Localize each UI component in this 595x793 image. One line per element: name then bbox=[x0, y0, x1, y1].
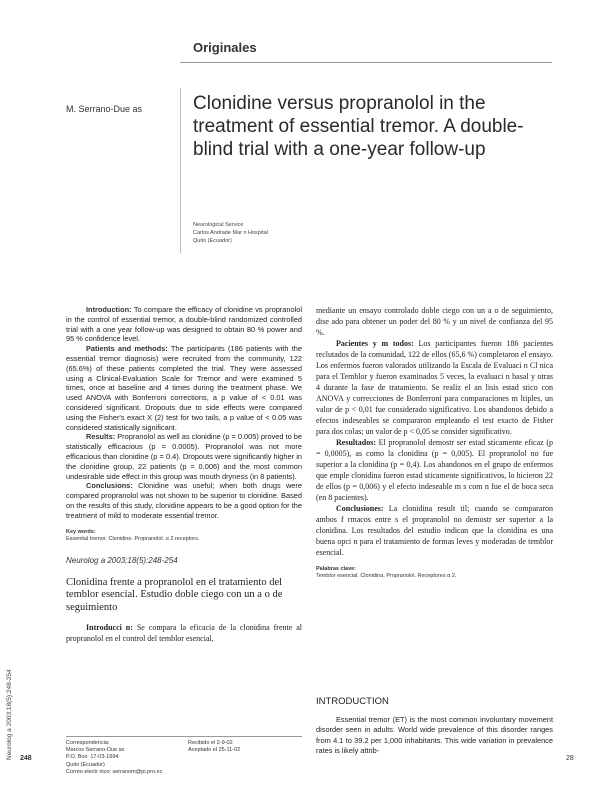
page-number-right: 28 bbox=[566, 755, 574, 762]
sidebar-citation: Neurolog a 2003;18(5):248-254 bbox=[6, 669, 13, 760]
title-divider bbox=[180, 88, 181, 253]
spanish-results: Resultados: El propranolol demostr ser estad sticamente eficaz (p = 0,0005), as como la clonidina (p = 0,005). El propranolol no fue superior a la clonidina (p = 0,4). Los abandonos en el grupo de enfermos que emple clonidina fueron estad sticamente significativos, lo hicieron 22 de ellos (p = 0,006) y el efecto indeseable m s com n fue el de boca seca (en 8 pacientes). bbox=[316, 438, 553, 502]
footnote-rule bbox=[66, 736, 302, 737]
spanish-keywords: Temblor esencial. Clonidina. Propranolol. Receptores α 2. bbox=[316, 573, 457, 579]
section-label: Originales bbox=[193, 40, 257, 55]
spanish-abstract bbox=[316, 305, 553, 558]
spanish-keywords-heading: Palabras clave: bbox=[316, 566, 357, 572]
abstract-conclusions: Conclusions: Clonidine was useful; when both drugs were compared propranolol was not shown to be superior to clonidine. Based on the results of this study, clonidine appears to be a good option for the treatment of mild to moderate essential tremor. bbox=[66, 481, 302, 520]
introduction-heading: INTRODUCTION bbox=[316, 696, 389, 707]
abstract-results: Results: Propranolol as well as clonidine (p = 0.005) proved to be statistically efficacious (p = 0.0005). Propranolol was not more efficacious than clonidine (p = 0.4). Dropouts were significantly higher in the clonidine group, 22 patients (p = 0.006) and the most common undesirable side effect in this group was mouth dryness (in 8 patients). bbox=[66, 432, 302, 481]
spanish-methods: Pacientes y m todos: Los participantes fueron 186 pacientes reclutados de la comunidad, 122 de ellos (65,6 %) completaron el ensayo. Los enfermos fueron valorados utilizando la Escala de Evaluaci n Cl nica para el Temblor y fueron examinados 5 veces, la evaluaci n basal y otras 4 durante la fase de tratamiento. Se realiz el an lisis estad stico con ANOVA y correcciones de Bonferroni para comparaciones m ltiples, un valor de p < 0,01 fue considerado significativo. Los abandonos debido a efectos indeseables se compararon empleando el test exacto de Fisher para dos colas; un valor de p < 0,05 se consider significativo. bbox=[316, 339, 554, 436]
received-dates: Recibido el 2-9-02 Aceptado el 25-11-02 bbox=[188, 740, 241, 754]
affiliation-line: Neurological Service bbox=[193, 222, 244, 228]
abstract-introduction: Introduction: To compare the efficacy of clonidine vs propranolol in the control of essential tremor, a double-blind randomized controlled trial with a one year follow-up was designed to obtain 80 % power and 95 % confidence level. bbox=[66, 305, 302, 344]
affiliation-line: Quito (Ecuador) bbox=[193, 238, 232, 244]
page-number-left: 248 bbox=[20, 755, 32, 762]
spanish-title: Clonidina frente a propranolol en el tratamiento del temblor esencial. Estudio doble ciego con un a o de seguimiento bbox=[66, 576, 283, 613]
header-rule bbox=[180, 62, 552, 63]
article-title: Clonidine versus propranolol in the treatment of essential tremor. A double-blind trial with a one-year follow-up bbox=[193, 93, 524, 160]
spanish-abstract-start: Introducci n: Se compara la eficacia de la clonidina frente al propranolol en el control del temblor esencial, bbox=[66, 623, 302, 644]
spanish-intro-cont: mediante un ensayo controlado doble ciego con un a o de seguimiento, dise ado para obtener un poder del 80 % y un nivel de confianza del 95 %. bbox=[316, 306, 553, 337]
left-column bbox=[66, 305, 302, 644]
journal-citation: Neurolog a 2003;18(5):248-254 bbox=[66, 555, 178, 565]
english-abstract bbox=[66, 305, 302, 521]
introduction-text: Essential tremor (ET) is the most common involuntary movement disorder seen in adults. World wide prevalence of this disorder ranges from 4.1 to 39.2 per 1,000 inhabitants. This wide variation in prevalence rates is likely attrib- bbox=[316, 715, 553, 756]
right-column bbox=[316, 305, 553, 579]
abstract-methods: Patients and methods: The participants (186 patients with the essential tremor diagnosis) were recruited from the community, 122 (65.6%) of these patients completed the trial. They were assessed using a Clinical-Evaluation Scale for Tremor and were examined 5 times, once at baseline and 4 times during the treatment phase. We used ANOVA with Bonferroni corrections, a p value of < 0.01 was considered significant. Dropouts due to side effects were compared using the Fisher's exact X (2) test for two tails, a p value of < 0.05 was considered statistically significant. bbox=[66, 344, 303, 432]
keywords-heading: Key words: bbox=[66, 528, 96, 535]
spanish-conclusions: Conclusiones: La clonidina result til; cuando se compararon ambos f rmacos entre s el propranolol no demostr ser superior a la clonidina. Los resultados del estudio indican que la clonidina es una buena opci n para el tratamiento de formas leves y moderadas de temblor esencial. bbox=[316, 504, 553, 557]
affiliation bbox=[193, 221, 268, 245]
correspondence: Correspondencia: Marcos Serrano-Due as P.O. Box: 17-03-1694 Quito (Ecuador) Correo electr nico: serranom@pi.pro.ec bbox=[66, 740, 163, 775]
keywords: Essential tremor. Clonidine. Propranolol. α 2 receptors. bbox=[66, 535, 200, 542]
author-name: M. Serrano-Due as bbox=[66, 104, 143, 114]
affiliation-line: Carlos Andrade Mar n Hospital bbox=[193, 230, 268, 236]
